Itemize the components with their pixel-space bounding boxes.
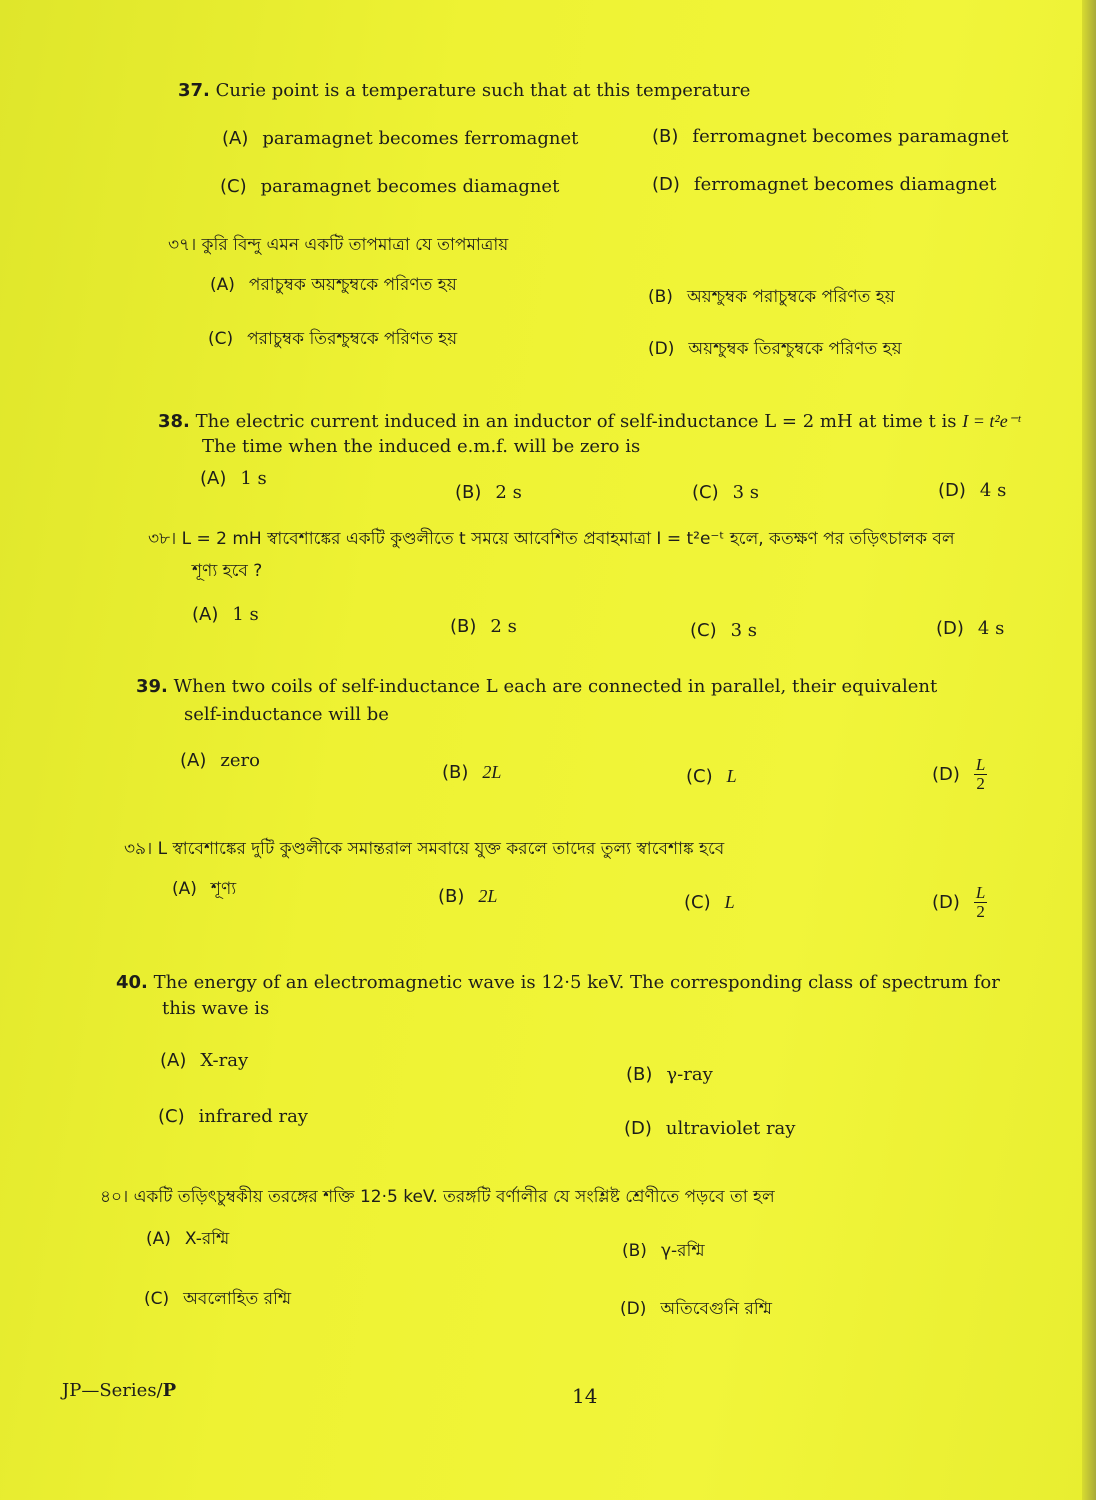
q38-option-d-bn[interactable]: (D) 4 s [936,618,1005,639]
q38-option-a-en[interactable]: (A) 1 s [200,468,267,489]
q37-option-b-en[interactable]: (B) ferromagnet becomes paramagnet [652,126,1009,147]
q37-stem-en: 37. Curie point is a temperature such that at this temperature [178,80,751,101]
page-number: 14 [572,1384,598,1408]
q40-stem-en: 40. The energy of an electromagnetic wave is 12·5 keV. The corresponding class of spectrum for [116,972,1000,993]
page-edge [1082,0,1096,1500]
q39-option-d-bn[interactable]: (D) $\frac{L}{2}$ [932,883,986,921]
q39-option-c-en[interactable]: (C) L [686,766,737,787]
q38-option-c-bn[interactable]: (C) 3 s [690,620,758,641]
q40-stem-en-line2: this wave is [162,998,270,1019]
q40-option-a-bn[interactable]: (A) X-রশ্মি [146,1229,230,1249]
q39-option-d-en[interactable]: (D) $\frac{L}{2}$ [932,755,986,793]
q38-option-a-bn[interactable]: (A) 1 s [192,604,259,625]
q39-option-a-bn[interactable]: (A) শূণ্য [172,879,237,899]
q39-stem-en: 39. When two coils of self-inductance L each are connected in parallel, their equivalent [136,676,938,697]
q39-stem-bn: ৩৯। L স্বাবেশাঙ্কের দুটি কুণ্ডলীকে সমান্তরাল সমবায়ে যুক্ত করলে তাদের তুল্য স্বাবেশাঙ্ক হবে [124,839,725,859]
q38-option-b-en[interactable]: (B) 2 s [455,482,522,503]
q37-option-b-bn[interactable]: (B) অয়শ্চুম্বক পরাচুম্বকে পরিণত হয় [648,287,895,307]
q37-option-d-bn[interactable]: (D) অয়শ্চুম্বক তিরশ্চুম্বকে পরিণত হয় [648,339,902,359]
q39-option-b-en[interactable]: (B) 2L [442,762,502,783]
q40-option-d-en[interactable]: (D) ultraviolet ray [624,1118,796,1139]
q40-option-c-en[interactable]: (C) infrared ray [158,1106,308,1127]
q40-option-b-en[interactable]: (B) γ-ray [626,1064,713,1085]
fraction-l-over-2: $\frac{L}{2}$ [975,883,986,921]
q38-option-c-en[interactable]: (C) 3 s [692,482,760,503]
q40-option-a-en[interactable]: (A) X-ray [160,1050,249,1071]
q38-option-b-bn[interactable]: (B) 2 s [450,616,517,637]
q37-option-d-en[interactable]: (D) ferromagnet becomes diamagnet [652,174,997,195]
q38-option-d-en[interactable]: (D) 4 s [938,480,1007,501]
q40-stem-bn: ৪০। একটি তড়িৎচুম্বকীয় তরঙ্গের শক্তি 12·5 keV. তরঙ্গটি বর্ণালীর যে সংশ্লিষ্ট শ্রেণীতে পড়বে তা হল [100,1187,775,1207]
q37-option-c-en[interactable]: (C) paramagnet becomes diamagnet [220,176,560,197]
fraction-l-over-2: $\frac{L}{2}$ [975,755,986,793]
q39-option-a-en[interactable]: (A) zero [180,750,260,771]
q38-stem-en: 38. The electric current induced in an inductor of self-inductance L = 2 mH at time t is I = t²e⁻ᵗ [158,411,1021,432]
q37-option-c-bn[interactable]: (C) পরাচুম্বক তিরশ্চুম্বকে পরিণত হয় [208,329,458,349]
q37-option-a-bn[interactable]: (A) পরাচুম্বক অয়শ্চুম্বকে পরিণত হয় [210,275,457,295]
q38-stem-bn: ৩৮। L = 2 mH স্বাবেশাঙ্কের একটি কুণ্ডলীতে t সময়ে আবেশিত প্রবাহমাত্রা I = t²e⁻ᵗ হলে, কতক্ষণ পর তড়িৎচালক বল [148,529,955,549]
q37-option-a-en[interactable]: (A) paramagnet becomes ferromagnet [222,128,579,149]
series-label: JP—Series/P [62,1380,177,1401]
q40-option-c-bn[interactable]: (C) অবলোহিত রশ্মি [144,1289,292,1309]
q40-option-d-bn[interactable]: (D) অতিবেগুনি রশ্মি [620,1299,772,1319]
q38-stem-bn-line2: শূণ্য হবে ? [192,561,263,581]
q39-option-c-bn[interactable]: (C) L [684,892,735,913]
q38-stem-en-line2: The time when the induced e.m.f. will be zero is [202,436,641,457]
q37-stem-bn: ৩৭। কুরি বিন্দু এমন একটি তাপমাত্রা যে তাপমাত্রায় [168,235,509,255]
q39-option-b-bn[interactable]: (B) 2L [438,886,498,907]
q39-stem-en-line2: self-inductance will be [184,704,389,725]
q40-option-b-bn[interactable]: (B) γ-রশ্মি [622,1241,705,1261]
